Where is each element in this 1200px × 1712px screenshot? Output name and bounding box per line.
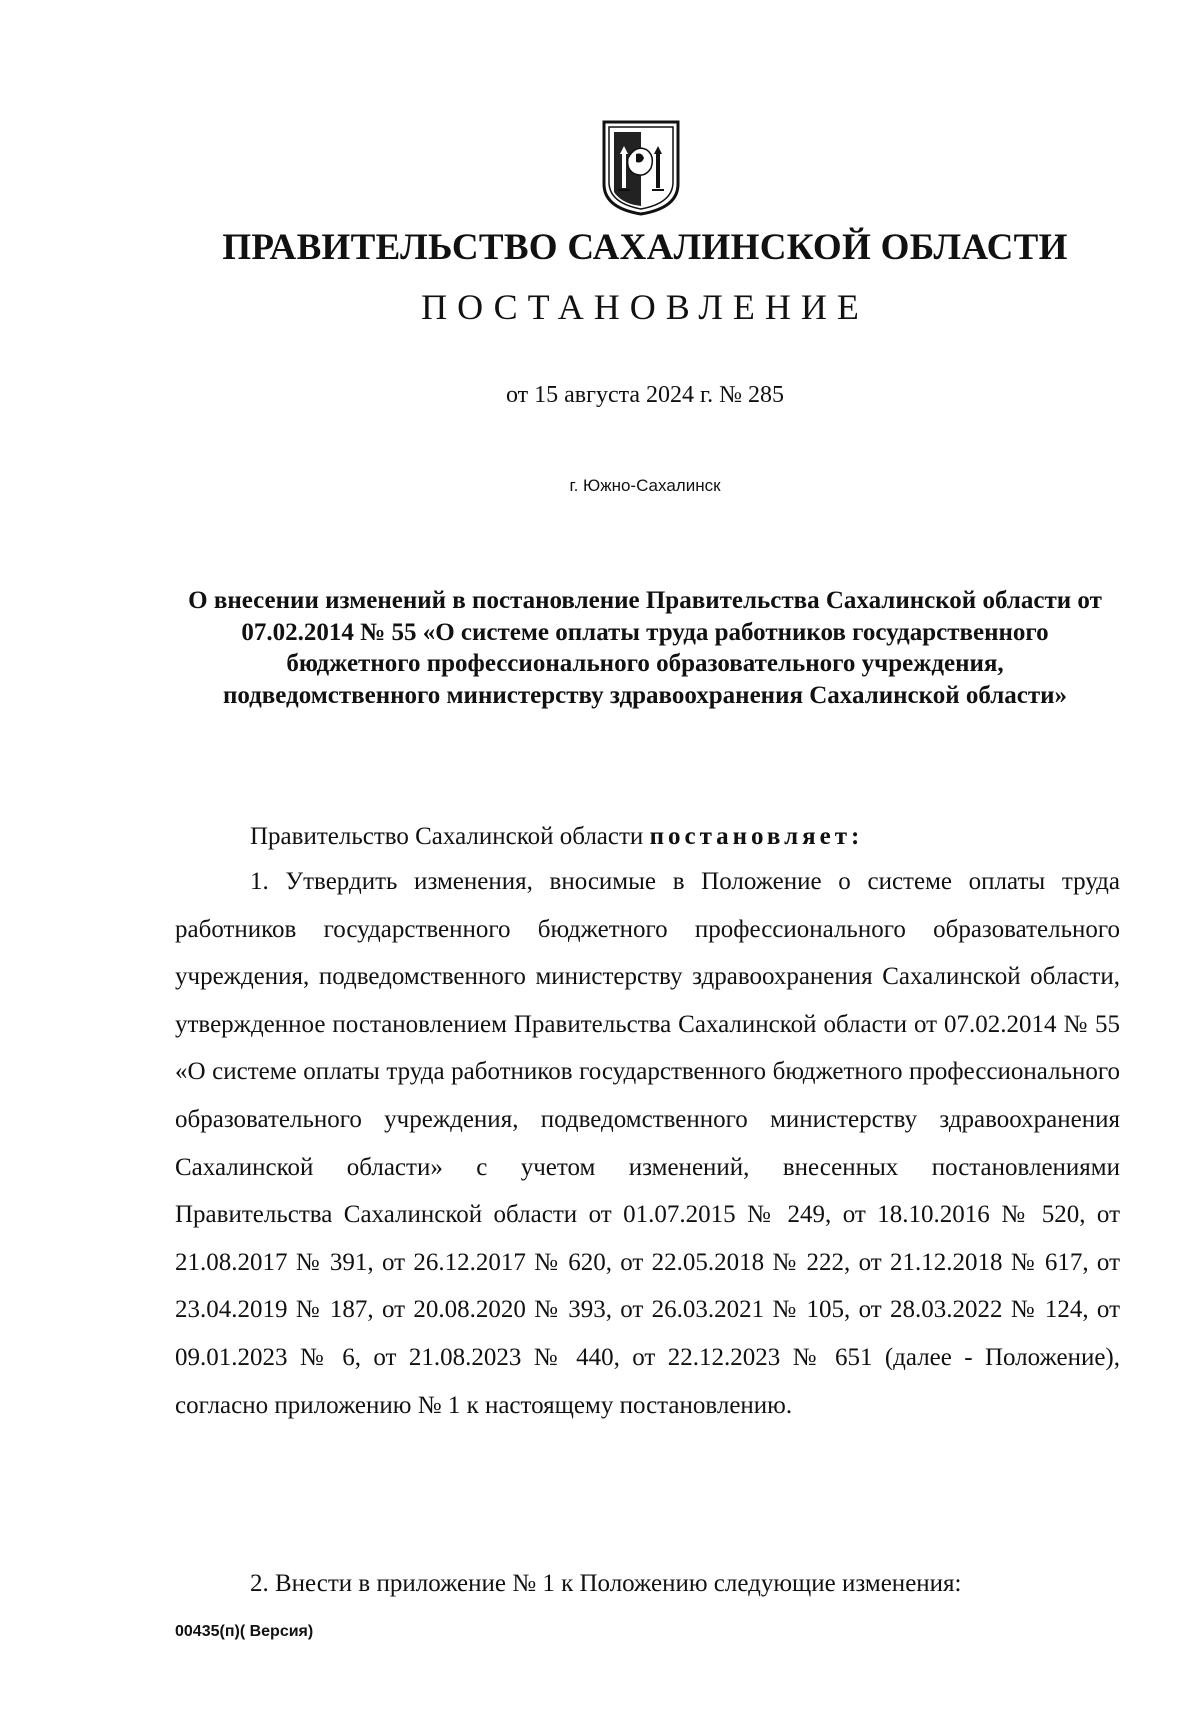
enacting-clause-text: Правительство Сахалинской области (250, 823, 650, 850)
enacting-clause (250, 812, 1130, 862)
document-subject: О внесении изменений в постановление Правительства Сахалинской области от 07.02.2014 № 55 «О системе оплаты труда работников государственного бюджетного профессионального образовательного учреждения, подведомственного министерству здравоохранения Сахалинской области» (188, 587, 1102, 709)
footer-document-code: 00435(п)( Версия) (175, 1623, 314, 1640)
sakhalin-coat-of-arms-icon (598, 118, 684, 216)
paragraph-1: 1. Утвердить изменения, вносимые в Положение о системе оплаты труда работников государственного бюджетного профессионального образовательного учреждения, подведомственного министерству здравоохранения Сахалинской области, утвержденное постановлением Правительства Сахалинской области от 07.02.2014 № 55 «О системе оплаты труда работников государственного бюджетного профессионального образовательного учреждения, подведомственного министерству здравоохранения Сахалинской области» с учетом изменений, внесенных постановлениями Правительства Сахалинской области от 01.07.2015 № 249, от 18.10.2016 № 520, от 21.08.2017 № 391, от 26.12.2017 № 620, от 22.05.2018 № 222, от 21.12.2018 № 617, от 23.04.2019 № 187, от 20.08.2020 № 393, от 26.03.2021 № 105, от 28.03.2022 № 124, от 09.01.2023 № 6, от 21.08.2023 № 440, от 22.12.2023 № 651 (далее - Положение), согласно приложению № 1 к настоящему постановлению. (175, 868, 1120, 1419)
enacting-clause-emphasis: постановляет: (649, 823, 864, 850)
paragraph-2: 2. Внести в приложение № 1 к Положению следующие изменения: (250, 1570, 962, 1597)
document-city: г. Южно-Сахалинск (569, 476, 721, 495)
government-title: ПРАВИТЕЛЬСТВО САХАЛИНСКОЙ ОБЛАСТИ (222, 227, 1068, 268)
document-type: ПОСТАНОВЛЕНИЕ (421, 287, 869, 327)
document-date-number: от 15 августа 2024 г. № 285 (505, 382, 785, 408)
